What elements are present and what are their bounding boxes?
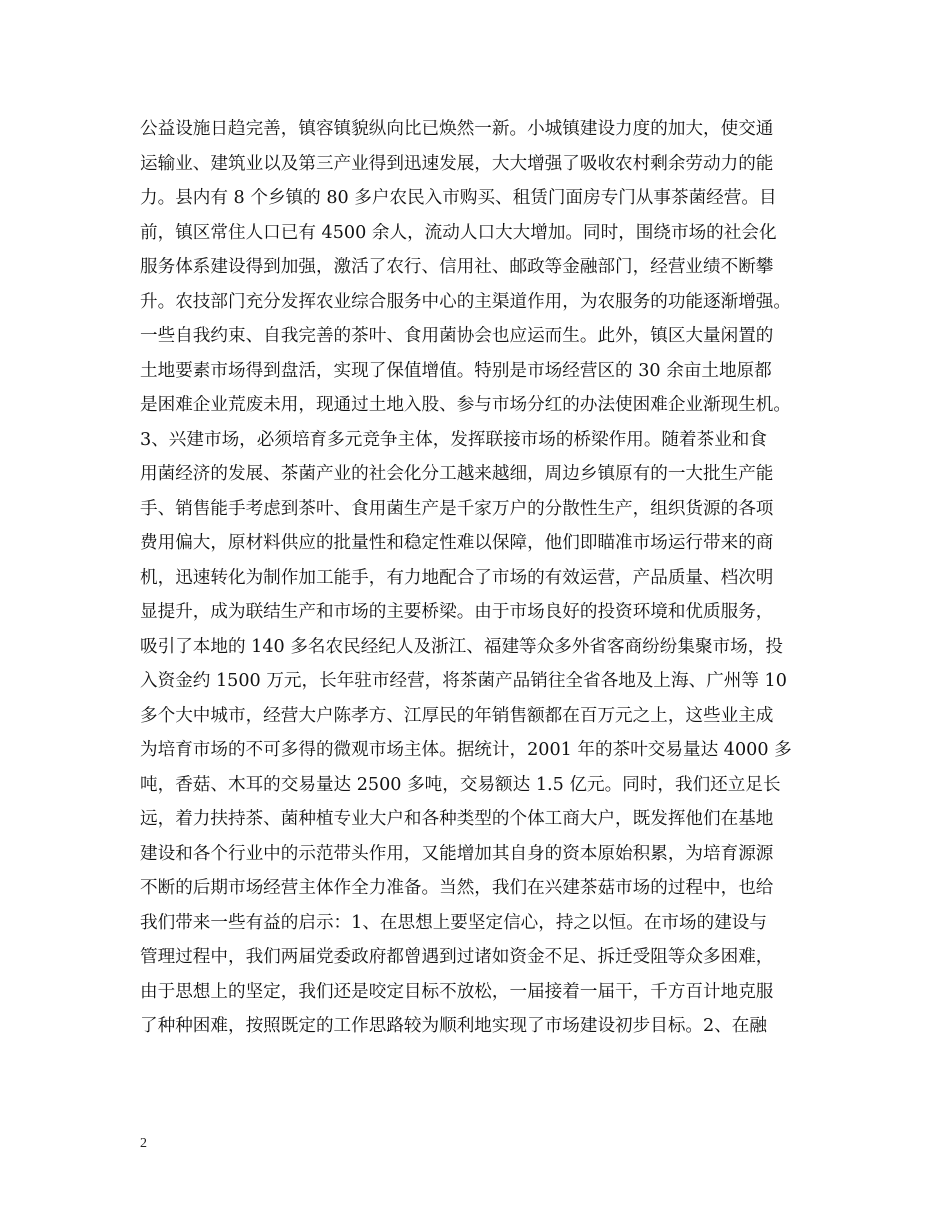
text-line: 3、兴建市场，必须培育多元竞争主体，发挥联接市场的桥梁作用。随着茶业和食	[140, 429, 767, 450]
text-line: 远，着力扶持茶、菌种植专业大户和各种类型的个体工商大户，既发挥他们在基地	[140, 809, 774, 829]
text-line: 费用偏大，原材料供应的批量性和稳定性难以保障，他们即瞄准市场运行带来的商	[140, 533, 774, 553]
page-number: 2	[140, 1136, 147, 1151]
text-line: 由于思想上的坚定，我们还是咬定目标不放松，一届接着一届干，千方百计地克服	[140, 981, 774, 1002]
text-line: 运输业、建筑业以及第三产业得到迅速发展，大大增强了吸收农村剩余劳动力的能	[140, 153, 774, 174]
text-line: 土地要素市场得到盘活，实现了保值增值。特别是市场经营区的 30 余亩土地原都	[140, 360, 772, 381]
text-line: 升。农技部门充分发挥农业综合服务中心的主渠道作用，为农服务的功能逐渐增强。	[140, 291, 791, 312]
body-text	[140, 112, 820, 1044]
text-line: 吸引了本地的 140 多名农民经纪人及浙江、福建等众多外省客商纷纷集聚市场，投	[140, 636, 783, 657]
text-line: 多个大中城市，经营大户陈孝方、江厚民的年销售额都在百万元之上，这些业主成	[140, 705, 774, 726]
text-line: 管理过程中，我们两届党委政府都曾遇到过诸如资金不足、拆迁受阻等众多困难，	[140, 947, 774, 967]
text-line: 力。县内有 8 个乡镇的 80 多户农民入市购买、租赁门面房专门从事茶菌经营。目	[140, 188, 777, 208]
text-line: 了种种困难，按照既定的工作思路较为顺利地实现了市场建设初步目标。2、在融	[140, 1016, 767, 1036]
text-line: 不断的后期市场经营主体作全力准备。当然，我们在兴建茶菇市场的过程中，也给	[140, 878, 774, 898]
text-line: 一些自我约束、自我完善的茶叶、食用菌协会也应运而生。此外，镇区大量闲置的	[140, 326, 774, 346]
text-line: 服务体系建设得到加强，激活了农行、信用社、邮政等金融部门，经营业绩不断攀	[140, 257, 774, 277]
text-line: 机，迅速转化为制作加工能手，有力地配合了市场的有效运营，产品质量、档次明	[140, 567, 774, 588]
text-line: 入资金约 1500 万元，长年驻市经营，将茶菌产品销往全省各地及上海、广州等 10	[140, 671, 787, 691]
text-line: 建设和各个行业中的示范带头作用，又能增加其自身的资本原始积累，为培育源源	[140, 843, 774, 864]
text-line: 前，镇区常住人口已有 4500 余人，流动人口大大增加。同时，围绕市场的社会化	[140, 222, 777, 243]
text-line: 公益设施日趋完善，镇容镇貌纵向比已焕然一新。小城镇建设力度的加大，使交通	[140, 119, 774, 139]
text-line: 为培育市场的不可多得的微观市场主体。据统计，2001 年的茶叶交易量达 4000 多	[140, 740, 792, 760]
text-line: 我们带来一些有益的启示：1、在思想上要坚定信心，持之以恒。在市场的建设与	[140, 912, 767, 933]
text-line: 显提升，成为联结生产和市场的主要桥梁。由于市场良好的投资环境和优质服务，	[140, 602, 774, 622]
text-line: 手、销售能手考虑到茶叶、食用菌生产是千家万户的分散性生产，组织货源的各项	[140, 498, 774, 519]
text-line: 用菌经济的发展、茶菌产业的社会化分工越来越细，周边乡镇原有的一大批生产能	[140, 464, 774, 484]
text-line: 吨，香菇、木耳的交易量达 2500 多吨，交易额达 1.5 亿元。同时，我们还立足长	[140, 774, 781, 795]
text-line: 是困难企业荒废未用，现通过土地入股、参与市场分红的办法使困难企业渐现生机。	[140, 395, 791, 415]
